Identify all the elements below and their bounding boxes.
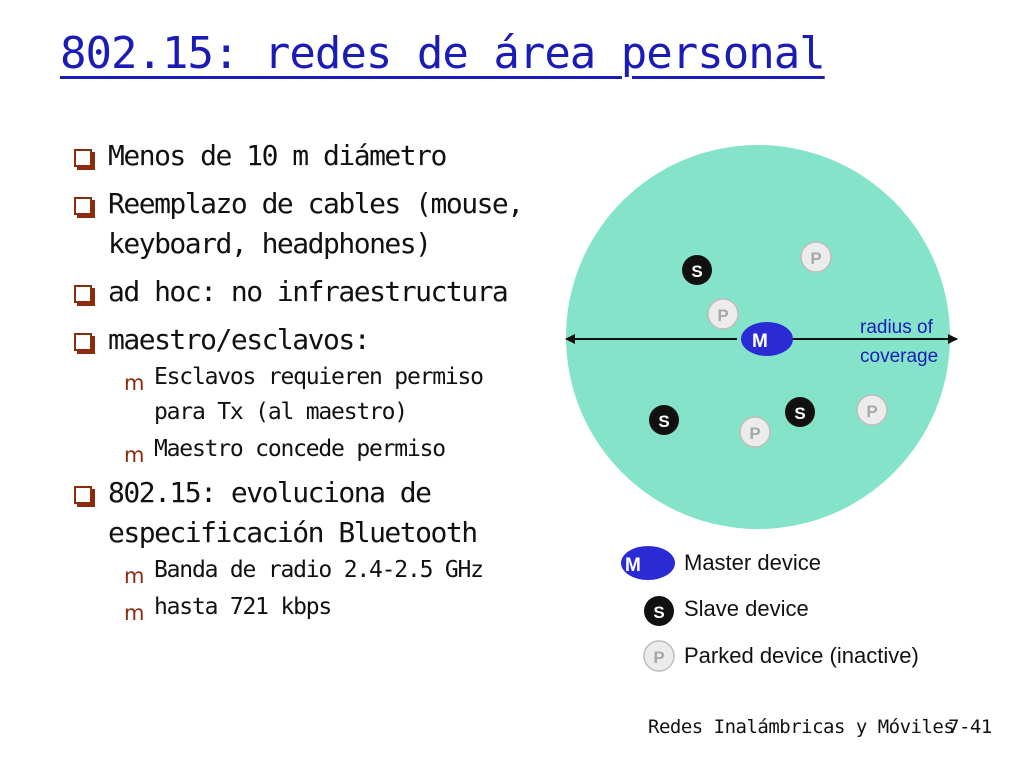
radius-label-line1: radius of: [860, 317, 933, 338]
parked-node-label: P: [749, 424, 761, 443]
bullet-text: 802.15: evoluciona de especificación Bluetooth: [108, 476, 477, 549]
slave-node: [649, 405, 679, 435]
legend-master: [621, 546, 821, 580]
slide-title: 802.15: redes de área personal: [60, 28, 825, 79]
master-node: [741, 322, 793, 356]
legend: [621, 546, 919, 671]
parked-node-label: P: [717, 306, 729, 325]
parked-node-label: P: [810, 249, 822, 268]
footer-page-number: 7-41: [948, 716, 992, 738]
sub-bullet-text: Esclavos requieren permiso para Tx (al maestro): [154, 364, 483, 425]
bullet-text: maestro/esclavos:: [108, 323, 370, 356]
slave-node: [682, 255, 712, 285]
legend-master-label: Master device: [684, 550, 821, 575]
sub-bullet-icon: m: [124, 371, 144, 395]
parked-node-label: P: [866, 402, 878, 421]
parked-node: [740, 417, 770, 447]
bullet-text: ad hoc: no infraestructura: [108, 275, 508, 308]
legend-parked-label: Parked device (inactive): [684, 643, 919, 668]
slave-node-label: S: [794, 404, 806, 423]
legend-slave: [644, 596, 809, 626]
bullet-text: Menos de 10 m diámetro: [108, 139, 446, 172]
legend-slave-symbol: S: [653, 603, 665, 622]
sub-bullet-text: Banda de radio 2.4-2.5 GHz: [154, 557, 483, 583]
slave-node-label: S: [658, 412, 670, 431]
parked-node: [708, 299, 738, 329]
legend-parked: [644, 641, 919, 671]
sub-bullet-text: Maestro concede permiso: [154, 436, 445, 462]
sub-bullet-text: hasta 721 kbps: [154, 594, 332, 620]
legend-master-symbol: M: [625, 555, 641, 576]
slave-node-label: S: [691, 262, 703, 281]
sub-bullet-icon: m: [124, 564, 144, 588]
footer-course: Redes Inalámbricas y Móviles: [648, 716, 955, 738]
master-node-label: M: [752, 331, 768, 352]
slave-node: [785, 397, 815, 427]
bullet-text: Reemplazo de cables (mouse, keyboard, headphones): [108, 187, 523, 260]
parked-node: [857, 395, 887, 425]
legend-slave-label: Slave device: [684, 596, 809, 621]
parked-node: [801, 242, 831, 272]
legend-parked-symbol: P: [653, 648, 665, 667]
sub-bullet-icon: m: [124, 443, 144, 467]
radius-label-line2: coverage: [860, 346, 939, 367]
sub-bullet-icon: m: [124, 601, 144, 625]
